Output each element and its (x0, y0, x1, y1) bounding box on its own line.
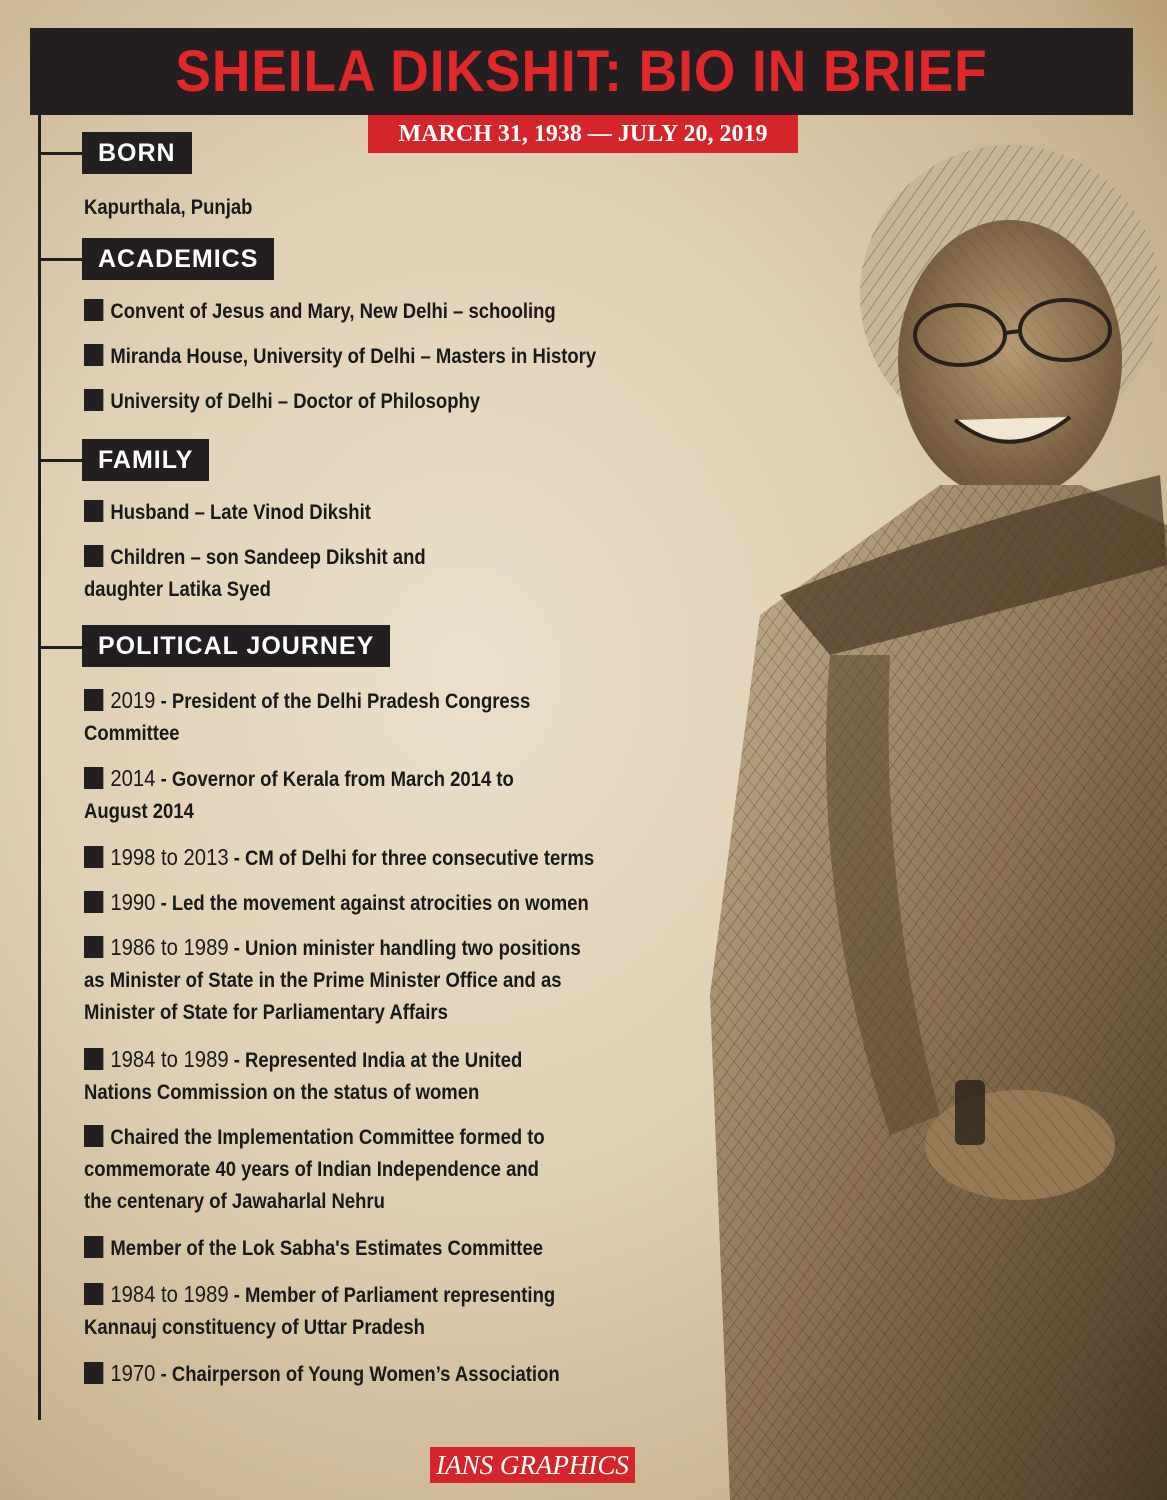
bullet-square-icon (84, 344, 103, 366)
list-item: 1990 - Led the movement against atrocities on women (84, 886, 589, 920)
list-item: Convent of Jesus and Mary, New Delhi – schooling (84, 296, 556, 328)
title-bar (30, 28, 1133, 115)
bullet-square-icon (84, 767, 103, 789)
portrait-illustration (690, 95, 1167, 1500)
bullet-square-icon (84, 1125, 103, 1147)
section-heading-family: FAMILY (82, 439, 209, 481)
list-item: Miranda House, University of Delhi – Masters in History (84, 341, 596, 373)
section-heading-political-journey: POLITICAL JOURNEY (82, 625, 390, 667)
timeline-line (38, 115, 41, 1420)
born-place: Kapurthala, Punjab (84, 196, 253, 219)
bullet-square-icon (84, 891, 103, 913)
page-title: SHEILA DIKSHIT: BIO IN BRIEF (175, 39, 988, 104)
bullet-square-icon (84, 389, 103, 411)
bullet-square-icon (84, 846, 103, 868)
list-item: Children – son Sandeep Dikshit and daughter Latika Syed (84, 546, 426, 601)
list-item: 2014 - Governor of Kerala from March 2014 to August 2014 (84, 765, 514, 823)
bullet-square-icon (84, 1362, 103, 1384)
bullet-square-icon (84, 1283, 103, 1305)
timeline-tick-academics (38, 258, 84, 261)
bullet-square-icon (84, 299, 103, 321)
list-item: 1970 - Chairperson of Young Women’s Association (84, 1357, 560, 1391)
bullet-square-icon (84, 936, 103, 958)
list-item: 1984 to 1989 - Represented India at the United Nations Commission on the status of women (84, 1046, 523, 1104)
timeline-tick-born (38, 152, 84, 155)
list-item: 1986 to 1989 - Union minister handling two positions as Minister of State in the Prime Minister Office and as Minister of State for Parliamentary Affairs (84, 934, 581, 1024)
bullet-square-icon (84, 689, 103, 711)
life-dates-badge: MARCH 31, 1938 — JULY 20, 2019 (368, 115, 798, 153)
list-item: University of Delhi – Doctor of Philosophy (84, 386, 480, 418)
bullet-square-icon (84, 1236, 103, 1258)
credit-badge: IANS GRAPHICS (430, 1447, 635, 1483)
section-heading-born: BORN (82, 132, 192, 174)
list-item: 1998 to 2013 - CM of Delhi for three consecutive terms (84, 841, 594, 875)
bullet-square-icon (84, 545, 103, 567)
timeline-tick-political (38, 646, 84, 649)
timeline-tick-family (38, 459, 84, 462)
list-item: Chaired the Implementation Committee formed to commemorate 40 years of Indian Independence and the centenary of Jawaharlal Nehru (84, 1126, 545, 1213)
list-item: 1984 to 1989 - Member of Parliament representing Kannauj constituency of Uttar Pradesh (84, 1281, 556, 1339)
bullet-square-icon (84, 1048, 103, 1070)
list-item: 2019 - President of the Delhi Pradesh Congress Committee (84, 687, 531, 745)
bullet-square-icon (84, 500, 103, 522)
list-item: Member of the Lok Sabha's Estimates Committee (84, 1233, 543, 1265)
section-heading-academics: ACADEMICS (82, 238, 274, 280)
list-item: Husband – Late Vinod Dikshit (84, 497, 371, 529)
